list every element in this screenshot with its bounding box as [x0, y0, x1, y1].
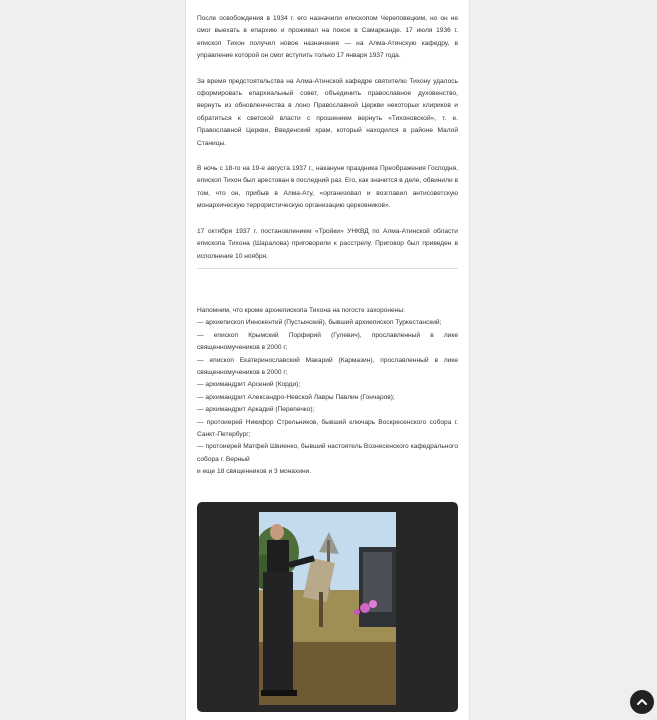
scroll-to-top-button[interactable]	[630, 690, 654, 714]
article-paragraph: В ночь с 18-го на 19-е августа 1937 г., накануне праздника Преображения Господня, епископ Тихон был арестован в последний раз. Его, как значится в деле, обвинили в том, что он, прибыв в Алма-Ату, «организовал и возглавил антисоветскую монархическую террористическую организацию церковников».	[197, 165, 458, 210]
video-thumbnail[interactable]	[259, 512, 396, 705]
list-item: — епископ Екатеринославский Макарий (Кармазин), прославленный в лике священномучеников в 2000 г;	[197, 356, 458, 376]
list-item: — архимандрит Александро-Невской Лавры Павлин (Гончаров);	[197, 393, 395, 401]
section-spacer	[197, 269, 458, 305]
video-scene-image	[259, 512, 396, 705]
article-paragraph: После освобождения в 1934 г. его назначили епископом Череповецким, но он не смог выехать в епархию и проживал на покое в Самарканде. 17 июля 1936 г. епископ Тихон получил новое назначение — на Алма-Атинскую кафедру, в управление которой он смог вступить только 17 января 1937 года.	[197, 15, 458, 60]
list-intro: Напомним, что кроме архиепископа Тихона на погосте захоронены:	[197, 306, 405, 314]
chevron-up-icon	[636, 696, 648, 708]
article-paragraph: 17 октября 1937 г. постановлением «Тройки» УНКВД по Алма-Атинской области епископа Тихона (Шаралова) приговорили к расстрелу. Приговор был приведен в исполнение 10 ноября.	[197, 226, 458, 269]
article-page	[185, 0, 470, 720]
list-item: — протоиерей Никифор Стрельников, бывший ключарь Воскресенского собора г. Санкт-Петербург;	[197, 418, 458, 438]
list-item: — архимандрит Арсений (Корди);	[197, 381, 301, 389]
list-item: — архиепископ Иннокентий (Пустынский), бывший архиепископ Туркестанский;	[197, 319, 442, 327]
list-outro: и еще 18 священников и 3 монахини.	[197, 468, 312, 476]
article-paragraph: За время предстоятельства на Алма-Атинской кафедре святителю Тихону удалось сформировать епархиальный совет, объединить православное духовенство, вернуть из обновленчества в лоно Православной Церкви некоторых клириков и обратиться к светской власти с прошением вернуть «Тихоновской», т. е. Православной Церкви, Введенский храм, который находился в районе Малой Станицы.	[197, 77, 458, 147]
list-item: — архимандрит Аркадий (Перепечко);	[197, 406, 315, 414]
list-item: — епископ Крымский Порфирий (Гулевич), прославленный в лике священномучеников в 2000 г;	[197, 331, 458, 352]
article-content	[197, 13, 458, 479]
burial-list	[197, 305, 458, 479]
video-player[interactable]	[197, 502, 458, 712]
list-item: — протоиерей Матфей Швиенко, бывший настоятель Вознесенского кафедрального собора г. Верный	[197, 443, 458, 463]
